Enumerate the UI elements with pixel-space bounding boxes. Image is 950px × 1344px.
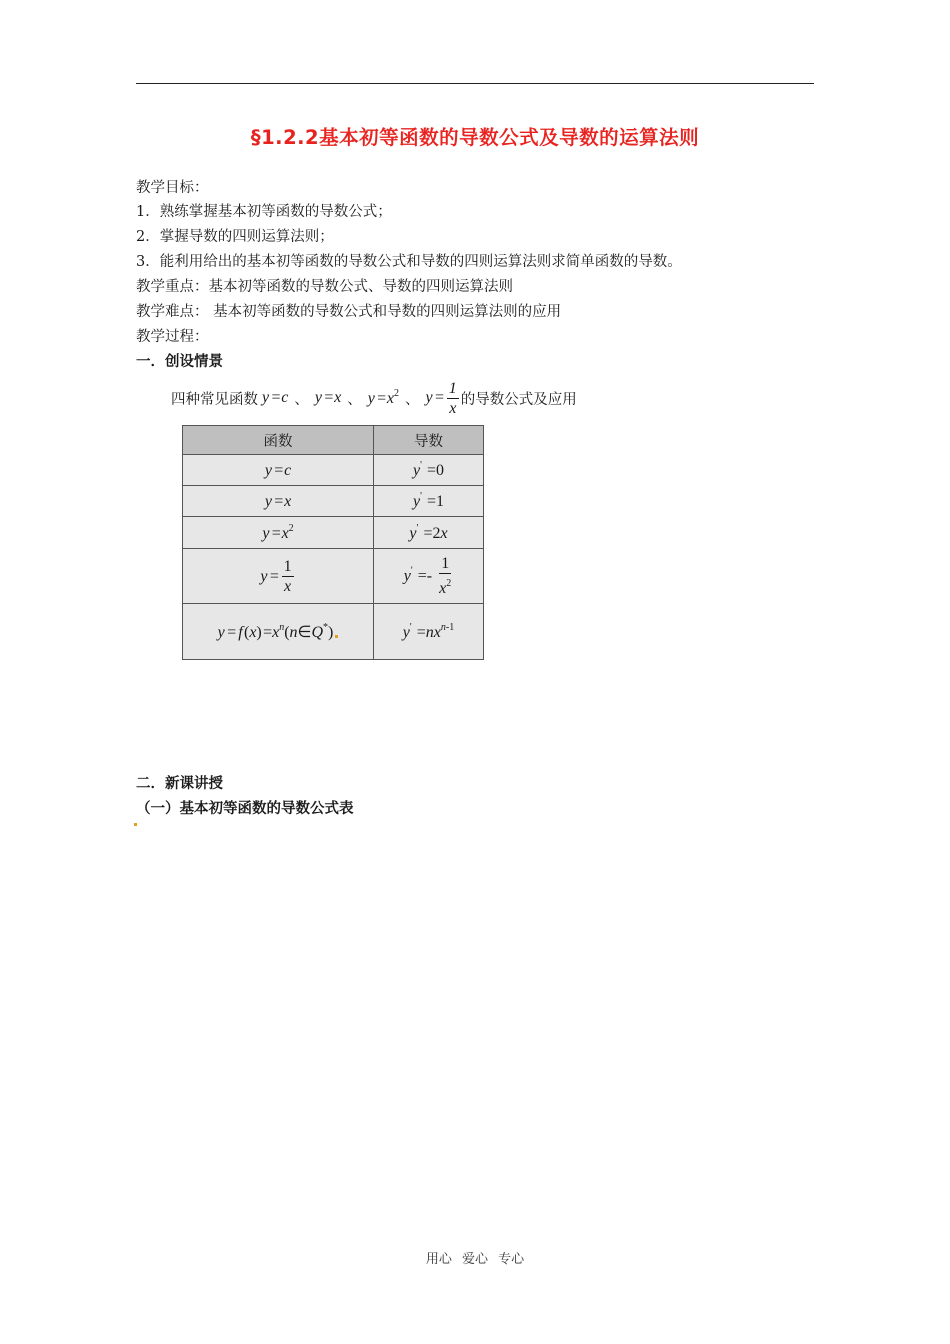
objective-item: 1．熟练掌握基本初等函数的导数公式； bbox=[136, 204, 392, 220]
objective-item: 3．能利用给出的基本初等函数的导数公式和导数的四则运算法则求简单函数的导数。 bbox=[136, 254, 682, 270]
separator: 、 bbox=[294, 391, 309, 408]
derivative-cell: $y' =nx^{n-1}$ bbox=[374, 604, 484, 660]
subsection-heading: （一）基本初等函数的导数公式表 bbox=[136, 801, 354, 817]
formula-identity: y =x bbox=[314, 389, 342, 406]
separator: 、 bbox=[347, 391, 362, 408]
page-footer: 用心 爱心 专心 bbox=[425, 1252, 525, 1267]
function-cell: y =x bbox=[183, 486, 374, 517]
header-derivative: 导数 bbox=[374, 426, 484, 455]
derivative-cell: y' =- $\frac{1}{x^2}$ bbox=[374, 549, 484, 604]
edit-mark bbox=[134, 823, 137, 826]
section-heading: 一．创设情景 bbox=[136, 354, 223, 370]
derivative-table bbox=[182, 425, 484, 660]
function-cell: y =c bbox=[183, 455, 374, 486]
section-heading: 二．新课讲授 bbox=[136, 776, 223, 792]
edit-mark bbox=[335, 635, 338, 638]
table-row bbox=[183, 455, 484, 486]
function-cell: y = $\frac{1}{x}$ bbox=[183, 549, 374, 604]
table-row bbox=[183, 517, 484, 549]
table-row bbox=[183, 549, 484, 604]
derivative-cell: y' =2x bbox=[374, 517, 484, 549]
separator: 、 bbox=[405, 391, 420, 408]
document-title: §1.2.2基本初等函数的导数公式及导数的运算法则 bbox=[250, 126, 700, 149]
objective-item: 2．掌握导数的四则运算法则； bbox=[136, 229, 334, 245]
header-function: 函数 bbox=[183, 426, 374, 455]
objectives-heading: 教学目标： bbox=[136, 180, 209, 196]
table-header-row bbox=[183, 426, 484, 455]
table-row bbox=[183, 486, 484, 517]
header-rule bbox=[136, 83, 814, 84]
table-row bbox=[183, 604, 484, 660]
intro-prefix: 四种常见函数 bbox=[171, 391, 258, 408]
key-points: 教学重点：基本初等函数的导数公式、导数的四则运算法则 bbox=[136, 279, 513, 295]
difficulties: 教学难点： 基本初等函数的导数公式和导数的四则运算法则的应用 bbox=[136, 304, 562, 320]
function-cell: y = f (x) $=x^n(n\in Q^*)$ bbox=[183, 604, 374, 660]
formula-reciprocal: y = $\frac{1}{x}$ bbox=[425, 379, 457, 417]
intro-line bbox=[171, 376, 577, 420]
derivative-cell: y' =0 bbox=[374, 455, 484, 486]
function-cell: y $=x^2$ bbox=[183, 517, 374, 549]
formula-square: y $=x^2$ bbox=[367, 388, 400, 407]
intro-suffix: 的导数公式及应用 bbox=[460, 391, 577, 408]
derivative-cell: y' =1 bbox=[374, 486, 484, 517]
formula-constant: y =c bbox=[258, 389, 289, 406]
process-heading: 教学过程： bbox=[136, 329, 209, 345]
